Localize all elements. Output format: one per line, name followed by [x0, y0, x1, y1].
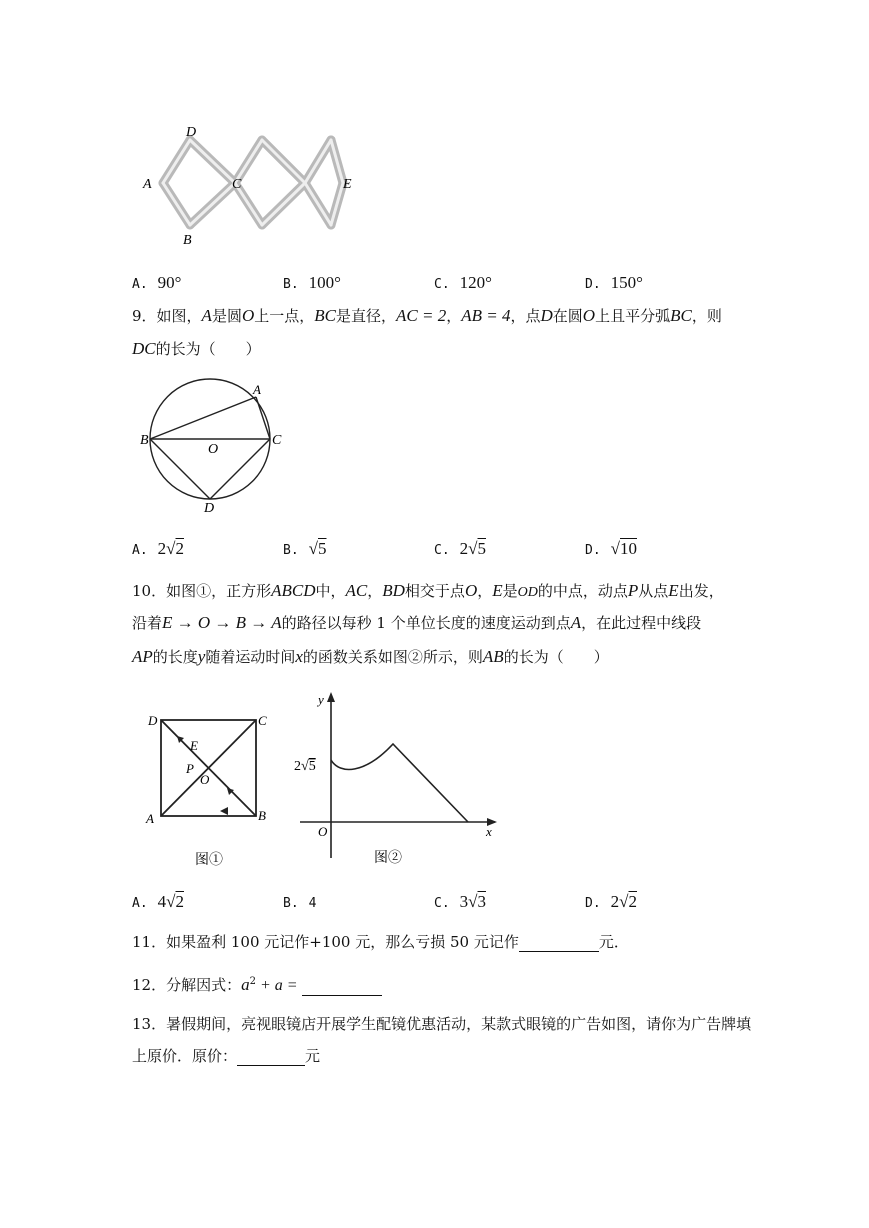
label-D: D [204, 501, 215, 516]
label-B: B [258, 808, 266, 823]
answer-blank[interactable] [519, 935, 599, 952]
label-D: D [186, 125, 197, 140]
q10-option-d: D. 2√2 [585, 892, 637, 911]
q12-stem: 12．分解因式：$a^2 + a$ = [132, 972, 382, 996]
label-A: A [143, 177, 152, 192]
q10-stem-line2: 沿着E → O → B → A的路径以每秒 1 个单位长度的速度运动到点A，在此过程中线段 [132, 613, 702, 632]
q9-option-c: C. 2√5 [434, 539, 486, 558]
graph-figure [290, 690, 500, 870]
label-C: C [232, 177, 242, 192]
label-2sqrt5: 2√5 [294, 759, 316, 774]
q8-option-b: B. 100° [283, 273, 341, 292]
q9-stem-line1: 9．如图，A是圆O上一点，BC是直径，AC = 2，AB = 4，点D在圆O上且平分弧BC，则 [132, 306, 722, 325]
q10-option-c: C. 3√3 [434, 892, 486, 911]
q13-stem-line2: 上原价．原价： 元 [132, 1047, 321, 1065]
label-x: x [486, 824, 492, 839]
q8-option-d: D. 150° [585, 273, 643, 292]
caption-fig1: 图① [195, 853, 223, 868]
q10-option-a: A. 4√2 [132, 892, 184, 911]
q11-stem: 11．如果盈利 100 元记作+100 元，那么亏损 50 元记作 元． [132, 933, 629, 951]
label-D: D [148, 713, 158, 728]
label-O: O [200, 772, 210, 787]
lattice-figure [138, 120, 368, 250]
answer-blank[interactable] [302, 979, 382, 996]
q13-stem-line1: 13．暑假期间，亮视眼镜店开展学生配镜优惠活动，某款式眼镜的广告如图，请你为广告牌填 [132, 1015, 752, 1033]
label-y: y [318, 692, 324, 707]
label-A: A [253, 382, 261, 397]
q10-option-b: B. 4 [283, 896, 317, 911]
q10-stem-line1: 10．如图①，正方形ABCD中，AC，BD相交于点O，E是OD的中点，动点P从点E出发， [132, 581, 724, 600]
caption-fig2: 图② [374, 851, 402, 866]
q9-option-b: B. √5 [283, 539, 327, 558]
label-A: A [146, 811, 154, 826]
label-C: C [272, 433, 282, 448]
label-O: O [318, 824, 328, 839]
answer-blank[interactable] [237, 1049, 305, 1066]
label-B: B [140, 433, 149, 448]
label-B: B [183, 233, 192, 248]
q9-stem-line2: DC的长为（ ） [132, 339, 261, 358]
q8-option-c: C. 120° [434, 273, 492, 292]
label-P: P [186, 761, 194, 776]
q8-option-a: A. 90° [132, 273, 182, 292]
q9-option-a: A. 2√2 [132, 539, 184, 558]
circle-figure [138, 378, 288, 518]
label-O: O [208, 442, 219, 457]
label-E: E [190, 738, 198, 753]
label-C: C [258, 713, 267, 728]
q9-option-d: D. √10 [585, 539, 637, 558]
square-figure [140, 706, 275, 876]
q10-stem-line3: AP的长度y随着运动时间x的函数关系如图②所示，则AB的长为（ ） [132, 647, 609, 666]
label-E: E [343, 177, 352, 192]
